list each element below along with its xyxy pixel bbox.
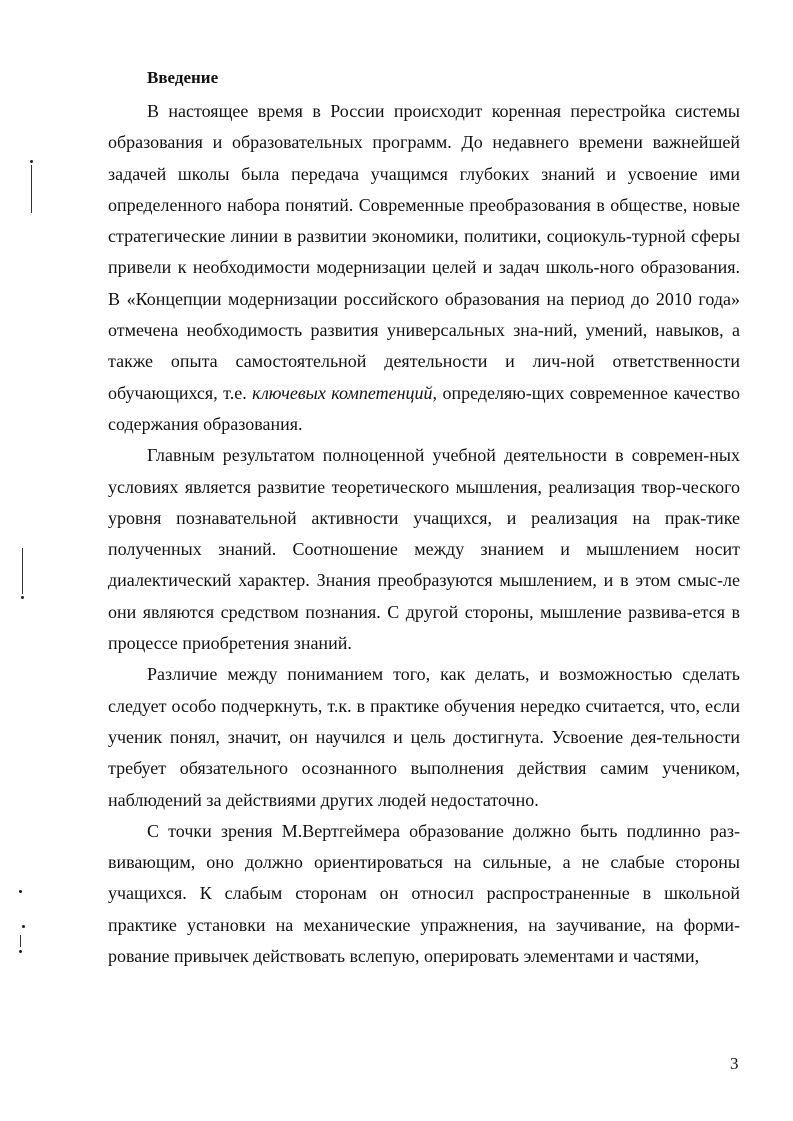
paragraph-3: Различие между пониманием того, как делать, и возможностью сделать следует особо подчеркнуть, т.к. в практике обучения нередко считается, что, если ученик понял, значит, он научился и цель достигнута. Усвоение дея-тельности требует обязательного осознанного выполнения действия самим учеником, наблюдений за действиями других людей недостаточно. (108, 664, 740, 810)
page-number: 3 (730, 1054, 739, 1073)
scan-artifact-dot (19, 950, 22, 953)
scan-artifact-mark (20, 935, 21, 947)
scan-artifact-mark (31, 165, 32, 213)
paragraph-1 (108, 96, 740, 440)
paragraph-2: Главным результатом полноценной учебной деятельности в современ-ных условиях является развитие теоретического мышления, реализация твор-ческого уровня познавательной активности учащихся, и реализация на прак-тике полученных знаний. Соотношение между знанием и мышлением носит диалектический характер. Знания преобразуются мышлением, и в этом смыс-ле они являются средством познания. С другой стороны, мышление развива-ется в процессе приобретения знаний. (108, 445, 740, 654)
paragraph-1-text-after: , определяю-щих современное качество содержания образования. (108, 382, 740, 434)
scan-artifact-dot (21, 596, 24, 599)
body-text (108, 96, 740, 972)
paragraph-1-text-before: В настоящее время в России происходит коренная перестройка системы образования и образовательных программ. До недавнего времени важнейшей задачей школы была передача учащимся глубоких знаний и усвоение ими определенного набора понятий. Современные преобразования в обществе, новые стратегические линии в развитии экономики, политики, социокуль-турной сферы привели к необходимости модернизации целей и задач школь-ного образования. В «Концепции модернизации российского образования на период до 2010 года» отмечена необходимость развития универсальных зна-ний, умений, навыков, а также опыта самостоятельной деятельности и лич-ной ответственности обучающихся, т.е. (108, 101, 740, 403)
section-heading: Введение (147, 68, 219, 87)
scan-artifact-dot (19, 890, 22, 893)
scan-artifact-dot (22, 925, 25, 928)
paragraph-4: С точки зрения М.Вертгеймера образование должно быть подлинно раз-вивающим, оно должно ориентироваться на сильные, а не слабые стороны учащихся. К слабым сторонам он относил распространенные в школьной практике установки на механические упражнения, на заучивание, на форми-рование привычек действовать вслепую, оперировать элементами и частями, (108, 820, 740, 967)
scan-artifact-mark (22, 548, 23, 594)
scan-artifact-dot (30, 160, 33, 163)
paragraph-1-emphasis: ключевых компетенций (252, 382, 433, 403)
